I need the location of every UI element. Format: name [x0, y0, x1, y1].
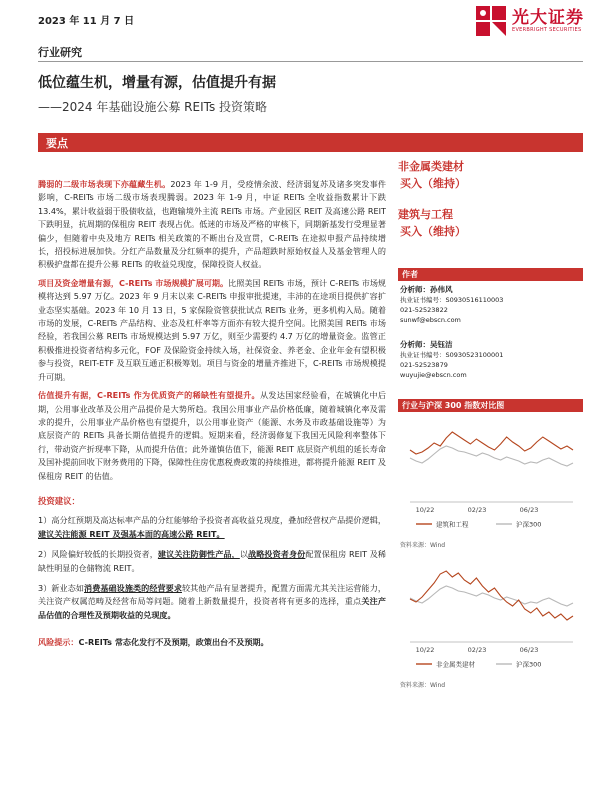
series-line	[410, 571, 573, 620]
legend-label: 沪深300	[516, 660, 542, 669]
ratings-panel	[398, 158, 583, 246]
legend-label: 沪深300	[516, 520, 542, 529]
brand-logo	[476, 6, 584, 36]
advice-emphasis: 战略投资者身份	[248, 549, 306, 560]
series-line	[410, 586, 573, 606]
paragraph-text: 比照美国 REITs 市场，预计 C-REITs 市场规模将达到 5.97 万亿。2023 年 9 月末以来 C-REITs 申报审批提速，丰沛的在途项目提供扩容扩业态坚实基础。2023 年 10 月 13 日，5 家保险资管获批试点 REITs 业务，更多机构入局。随着市场的发展，C-REITs 产品结构、业态及杠杆率等方面亦有较大提升空间。比照美国 REITs 市场经验，若我国公募 REITs 市场规模达到 5.97 万亿，则至少需要约 4.7 万亿的增量资金。监管正积极推进投资者结构多元化，FOF 及保险资金持续入场，社保资金、养老金、企业年金有望积极参与投资，REIT-ETF 及互联互通正积极筹划。项目与资金的增量齐推进下，C-REITs 市场规模提升可期。	[38, 277, 387, 382]
paragraph-lead: 腾弱的二级市场表现下亦蕴藏生机。	[38, 179, 171, 189]
paragraph-1	[38, 178, 386, 272]
risk-note	[38, 636, 386, 649]
x-tick-label: 10/22	[415, 646, 435, 654]
advice-text: 2）风险偏好较低的长期投资者，	[38, 549, 158, 560]
main-content	[38, 178, 386, 650]
paragraph-text: 从发达国家经验看，在城镇化中后期，公用事业改革及公用产品提价是大势所趋。我国公用事业产品价格低廉，随着城镇化率及需求的提升，公用事业产品价格也有望提升，以公用事业资产（能源、水务及市政基础设施等）为底层资产的 REITs 具备长期估值提升的逻辑。短期来看，经济弱修复下我国无风险利率整体下行，带动资产折现率下降，从而提升估值；此外谨慎估值下，能源 REIT 底层资产机组的延长寿命及国补提前回收下财务费用的下降，保障性住房优惠税费政策的持续推进，都将提升能源 REIT 及保租房 REIT 的估值。	[38, 390, 386, 481]
analyst-email: wuyujie@ebscn.com	[400, 371, 467, 379]
keypoints-banner	[38, 133, 583, 152]
advice-item-2	[38, 548, 386, 575]
legend-label: 建筑和工程	[436, 520, 469, 529]
x-tick-label: 02/23	[467, 506, 487, 514]
analyst-card	[400, 340, 503, 380]
chart-svg	[398, 556, 583, 676]
sector-name: 非金属类建材	[398, 160, 464, 173]
advice-item-1	[38, 514, 386, 541]
advice-emphasis: 建议关注防御性产品，	[157, 549, 240, 560]
sector-rating: 买入（维持）	[400, 225, 466, 238]
rating-block	[398, 158, 583, 192]
x-tick-label: 06/23	[519, 646, 539, 654]
sector-name: 建筑与工程	[398, 208, 453, 221]
sector-rating: 买入（维持）	[400, 177, 466, 190]
authors-label: 作者	[402, 270, 418, 279]
analyst-name: 分析师：孙伟风	[400, 285, 453, 294]
analyst-name: 分析师：吴钰洁	[400, 340, 453, 349]
paragraph-lead: 估值提升有据，C-REITs 作为优质资产的稀缺性有望提升。	[38, 390, 260, 401]
risk-text: C-REITs 常态化发行不及预期，政策出台不及预期。	[78, 637, 269, 648]
paragraph-2	[38, 277, 386, 384]
paragraph-text: 2023 年 1-9 月，受疫情余波、经济弱复苏及诸多突发事件影响，C-REITs 市场二级市场表现腾弱。2023 年 1-9 月，中证 REITs 全收益指数累计下跌 13.4%，累计收益弱于股债收益，也跑输境外主流 REITs 市场。产业园区 REIT 及高速公路 REIT 下跌明显，抗周期的保租房 REIT 表现占优。低迷的市场及严格的审核下，同期新基发行受理显著偏少，但随着中央及地方 REITs 相关政策的不断出台及宣贯，C-REITs 在途拟申报产品持续增长，招投标进展加快。分红产品数量及分红频率的提升，产品超跌时原始权益人及基金管理人的积极护盘都在提升公募 REITs 的收益兑现度，保障投资人权益。	[38, 179, 386, 270]
series-line	[410, 432, 573, 454]
paragraph-3	[38, 389, 386, 483]
advice-text: 以	[239, 549, 249, 560]
chart-banner	[398, 399, 583, 412]
advice-item-3	[38, 582, 386, 622]
chart-source: 资料来源：Wind	[400, 542, 446, 549]
advice-emphasis: 消费基础设施类的经营要求	[84, 582, 182, 593]
report-title: 低位蕴生机，增量有源，估值提升有据	[38, 75, 276, 91]
logo-en-text: EVERBRIGHT SECURITIES	[512, 26, 582, 33]
x-tick-label: 10/22	[415, 506, 435, 514]
x-tick-label: 06/23	[519, 506, 539, 514]
paragraph-lead: 项目及资金增量有源，C-REITs 市场规模扩展可期。	[38, 277, 229, 288]
divider	[38, 61, 583, 62]
chart-source: 资料来源：Wind	[400, 682, 446, 689]
advice-emphasis: 关注产品估值的合理性及预期收益的兑现度。	[38, 596, 386, 620]
advice-text: 3）新业态如	[38, 582, 85, 593]
chart-section-label: 行业与沪深 300 指数对比图	[402, 401, 505, 410]
advice-text: 配置保租房 REIT 及稀缺性明显的仓储物流 REIT。	[38, 549, 386, 573]
logo-cn-text: 光大证券	[512, 7, 584, 28]
advice-emphasis: 建议关注能源 REIT 及强基本面的高速公路 REIT。	[38, 528, 225, 539]
analyst-card	[400, 285, 503, 325]
report-category: 行业研究	[38, 46, 82, 59]
chart-svg	[398, 416, 583, 536]
advice-heading: 投资建议：	[38, 495, 80, 506]
risk-label: 风险提示：	[38, 637, 79, 648]
advice-text: 较其他产品有显著提升，配置方面需尤其关注运营能力，关注资产权属范畴及经营布局等问题。随着上新数量提升，投资者将有更多的选择，重点	[38, 582, 386, 607]
analyst-cert: 执业证书编号：S0930516110003	[400, 296, 504, 304]
logo-mark-icon	[476, 6, 506, 36]
analyst-phone: 021-52523822	[400, 306, 448, 314]
x-tick-label: 02/23	[467, 646, 487, 654]
legend-label: 非金属类建材	[436, 660, 475, 669]
analyst-email: sunwf@ebscn.com	[400, 316, 461, 324]
index-chart-1	[398, 416, 583, 540]
index-chart-2	[398, 556, 583, 680]
report-subtitle: ——2024 年基础设施公募 REITs 投资策略	[38, 100, 268, 114]
report-date: 2023 年 11 月 7 日	[38, 16, 135, 27]
analyst-cert: 执业证书编号：S0930523100001	[400, 351, 504, 359]
authors-banner	[398, 268, 583, 281]
analyst-phone: 021-52523879	[400, 361, 448, 369]
advice-text: 1）高分红预期及高达标率产品的分红能够给予投资者高收益兑现度，叠加经营权产品提价逻辑，	[38, 515, 386, 526]
rating-block	[398, 206, 583, 240]
keypoints-label: 要点	[46, 137, 68, 150]
